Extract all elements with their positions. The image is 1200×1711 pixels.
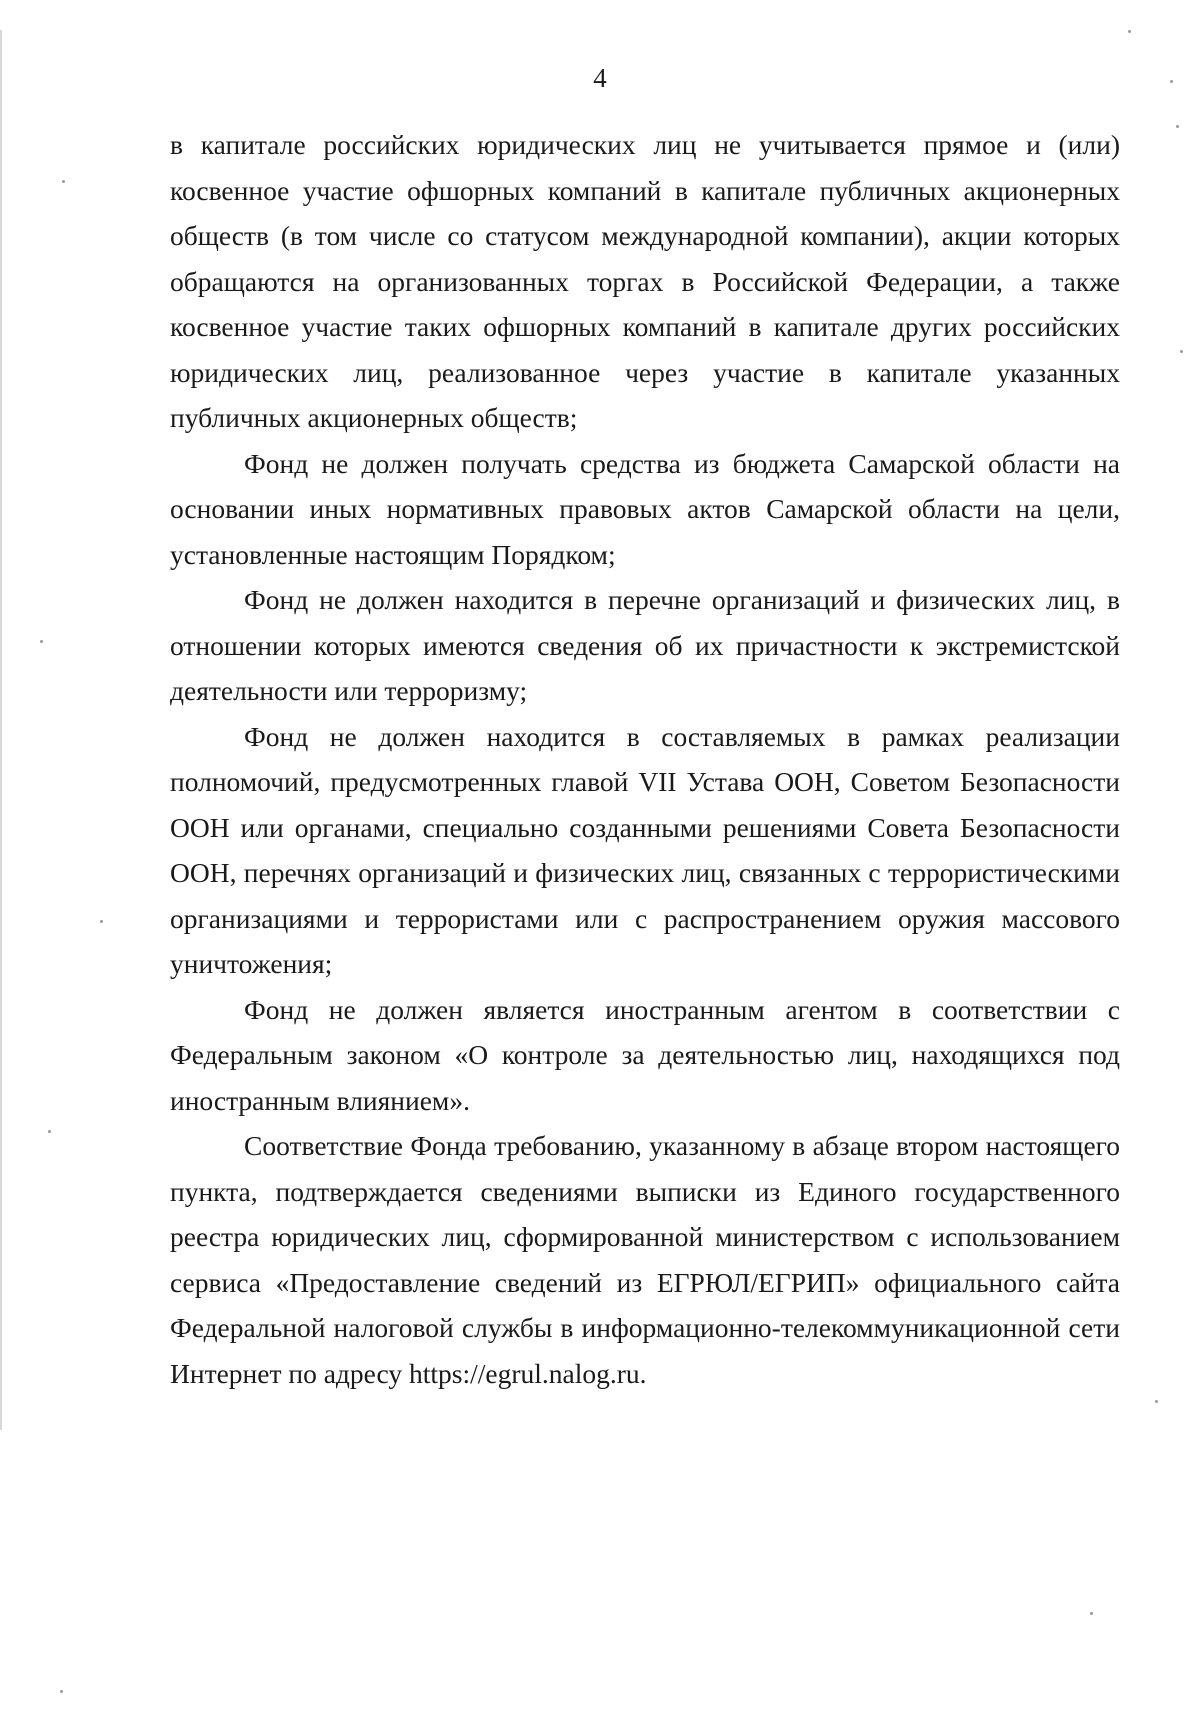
scan-speck [1180, 350, 1183, 353]
scan-speck [62, 180, 65, 183]
scan-speck [100, 920, 103, 923]
scan-speck [60, 1690, 63, 1693]
paragraph-offshore-participation: в капитале российских юридических лиц не учитывается прямое и (или) косвенное участие офшорных компаний в капитале публичных акционерных обществ (в том числе со статусом международной компании), акции которых обращаются на организованных торгах в Российской Федерации, а также косвенное участие таких офшорных компаний в капитале других российских юридических лиц, реализованное через участие в капитале указанных публичных акционерных обществ; [170, 129, 1120, 433]
scan-speck [48, 1130, 51, 1133]
paragraph-egrul-confirmation: Соответствие Фонда требованию, указанному в абзаце втором настоящего пункта, подтверждается сведениями выписки из Единого государственного реестра юридических лиц, сформированной министерством с использованием сервиса «Предоставление сведений из ЕГРЮЛ/ЕГРИП» официального сайта Федеральной налоговой службы в информационно-телекоммуникационной сети Интернет по адресу https://egrul.nalog.ru. [170, 1130, 1120, 1389]
paragraph-foreign-agent: Фонд не должен является иностранным агентом в соответствии с Федеральным законом «О контроле за деятельностью лиц, находящихся под иностранным влиянием». [170, 993, 1120, 1116]
paragraph-budget-funds: Фонд не должен получать средства из бюджета Самарской области на основании иных нормативных правовых актов Самарской области на цели, установленные настоящим Порядком; [170, 447, 1120, 570]
scan-speck [1090, 1612, 1093, 1615]
paragraph-extremism-list: Фонд не должен находится в перечне организаций и физических лиц, в отношении которых имеются сведения об их причастности к экстремистской деятельности или терроризму; [170, 584, 1120, 706]
document-body [170, 122, 1120, 1396]
scan-speck [1155, 1400, 1158, 1403]
scan-edge-line [0, 30, 2, 1430]
scan-speck [1176, 125, 1179, 128]
page-number: 4 [593, 63, 607, 93]
scan-speck [40, 640, 43, 643]
paragraph-un-sanctions-list: Фонд не должен находится в составляемых в рамках реализации полномочий, предусмотренных главой VII Устава ООН, Советом Безопасности ООН или органами, специально созданными решениями Совета Безопасности ООН, перечнях организаций и физических лиц, связанных с террористическими организациями и террористами или с распространением оружия массового уничтожения; [170, 720, 1120, 979]
scan-speck [1128, 30, 1131, 33]
scan-speck [1170, 80, 1173, 83]
